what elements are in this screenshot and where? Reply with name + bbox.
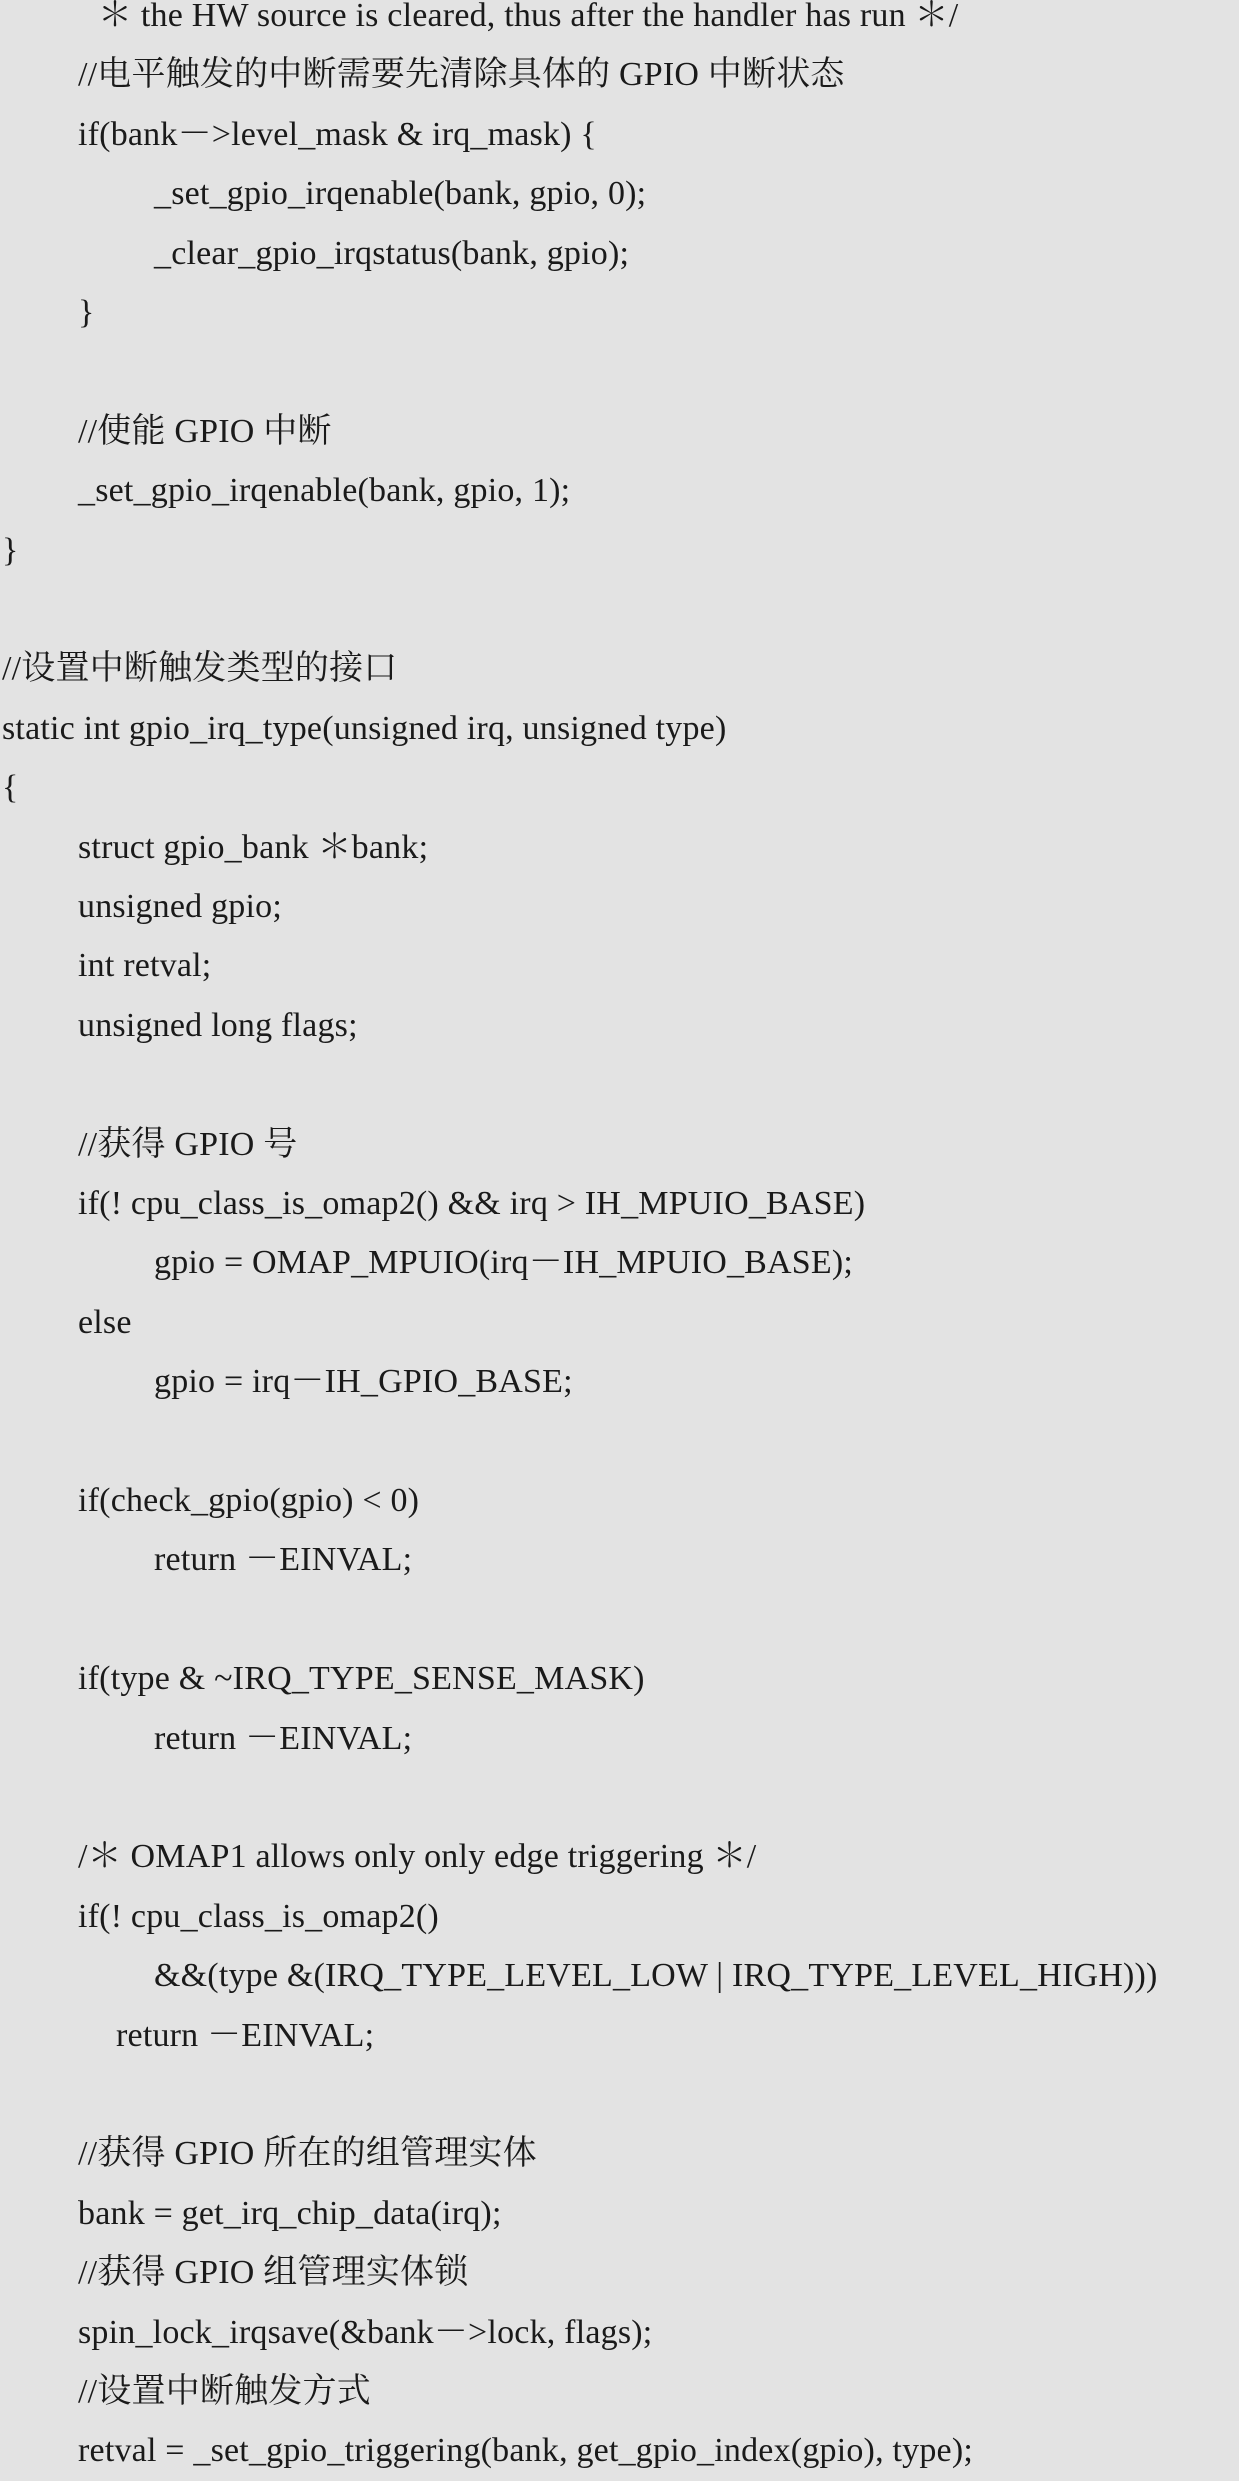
code-line: if(type & ~IRQ_TYPE_SENSE_MASK): [78, 1660, 645, 1698]
code-line: if(! cpu_class_is_omap2(): [78, 1897, 439, 1935]
code-line: struct gpio_bank ＊bank;: [78, 828, 429, 866]
code-line: _clear_gpio_irqstatus(bank, gpio);: [154, 234, 630, 272]
code-line: //获得 GPIO 号: [78, 1125, 298, 1163]
code-line: ＊ the HW source is cleared, thus after the handler has run ＊/: [98, 0, 959, 34]
code-line: spin_lock_irqsave(&bank－>lock, flags);: [78, 2313, 653, 2351]
code-line: retval = _set_gpio_triggering(bank, get_gpio_index(gpio), type);: [78, 2432, 973, 2470]
code-line: int retval;: [78, 947, 212, 985]
code-line: unsigned gpio;: [78, 888, 282, 925]
code-line: _set_gpio_irqenable(bank, gpio, 0);: [154, 175, 647, 213]
code-line: //获得 GPIO 组管理实体锁: [78, 2254, 469, 2292]
code-line: if(check_gpio(gpio) < 0): [78, 1482, 420, 1519]
code-line: /＊ OMAP1 allows only only edge triggering ＊/: [78, 1838, 757, 1876]
code-line: return －EINVAL;: [116, 2016, 375, 2054]
code-line: //电平触发的中断需要先清除具体的 GPIO 中断状态: [78, 56, 845, 94]
code-line: //设置中断触发方式: [78, 2373, 371, 2410]
code-line: &&(type &(IRQ_TYPE_LEVEL_LOW | IRQ_TYPE_LEVEL_HIGH))): [154, 1957, 1158, 1995]
code-line: //获得 GPIO 所在的组管理实体: [78, 2135, 537, 2173]
code-line: if(bank－>level_mask & irq_mask) {: [78, 115, 597, 153]
code-line: gpio = OMAP_MPUIO(irq－IH_MPUIO_BASE);: [154, 1244, 854, 1282]
code-line: return －EINVAL;: [154, 1541, 413, 1579]
code-line: _set_gpio_irqenable(bank, gpio, 1);: [78, 472, 571, 510]
code-line: return －EINVAL;: [154, 1719, 413, 1757]
code-line: //使能 GPIO 中断: [78, 412, 332, 450]
code-line: }: [78, 294, 95, 331]
code-line: static int gpio_irq_type(unsigned irq, unsigned type): [2, 709, 727, 747]
code-line: unsigned long flags;: [78, 1006, 358, 1044]
code-line: else: [78, 1303, 132, 1341]
code-line: {: [2, 769, 19, 807]
code-line: }: [2, 531, 19, 569]
code-line: bank = get_irq_chip_data(irq);: [78, 2194, 502, 2232]
code-line: gpio = irq－IH_GPIO_BASE;: [154, 1363, 573, 1401]
code-line: if(! cpu_class_is_omap2() && irq > IH_MPUIO_BASE): [78, 1185, 866, 1222]
code-line: //设置中断触发类型的接口: [2, 650, 398, 688]
